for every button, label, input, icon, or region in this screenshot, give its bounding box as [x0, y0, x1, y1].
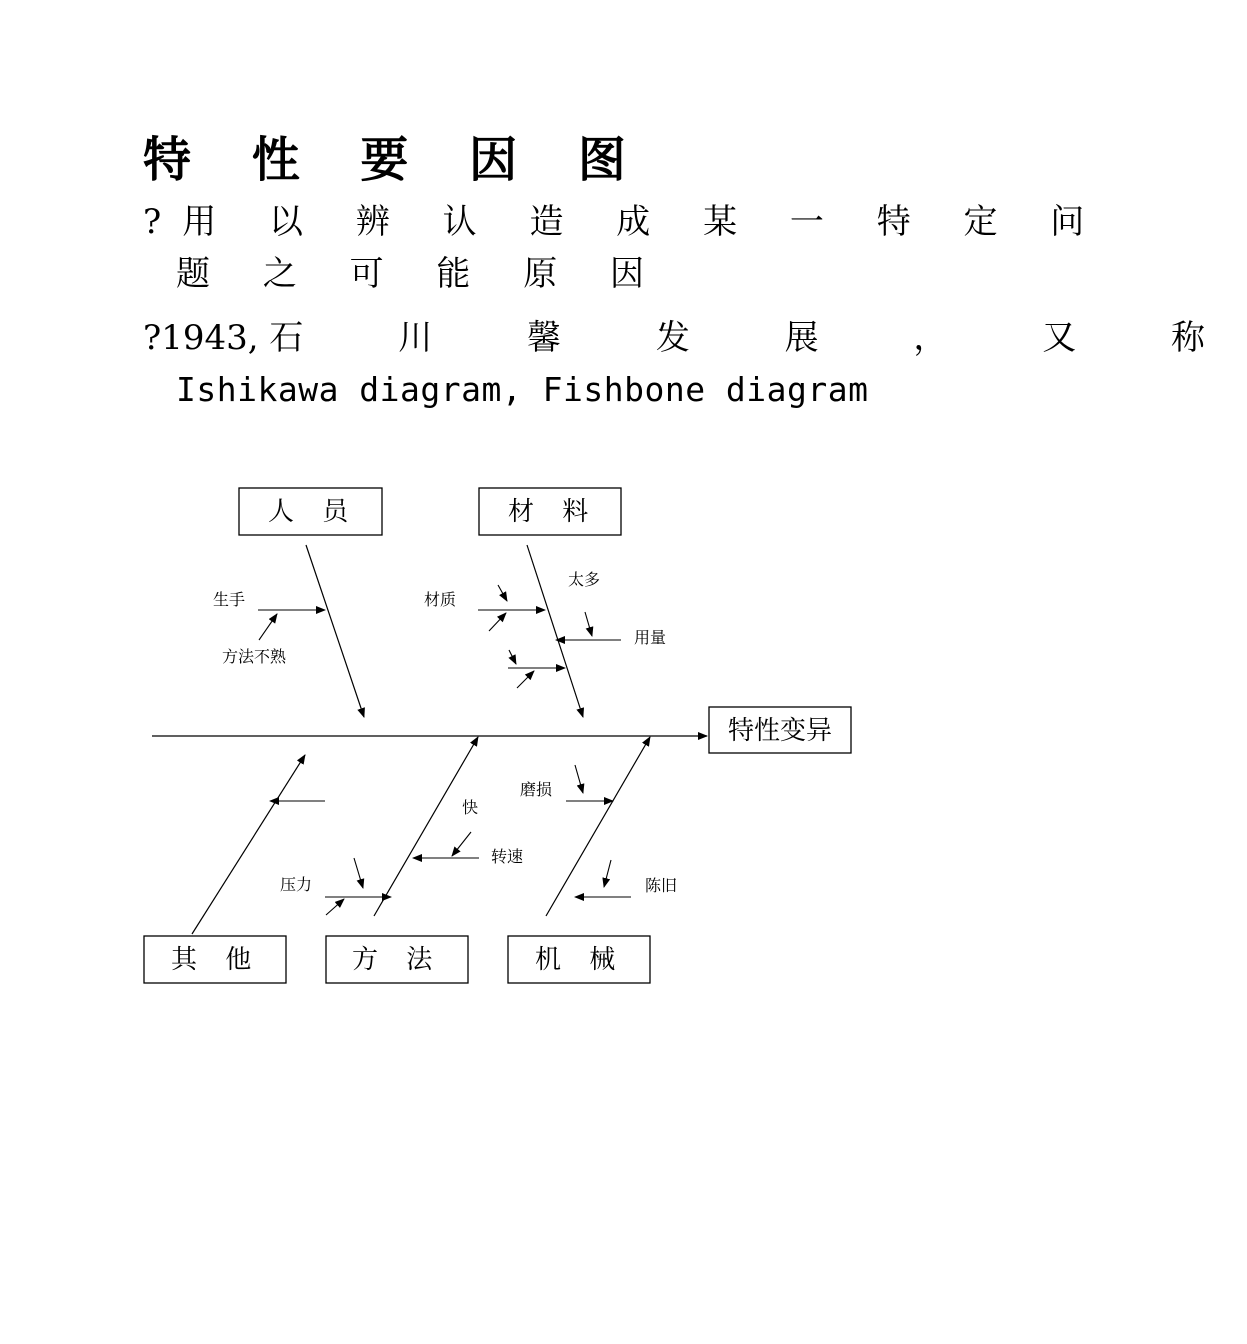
- sub-sub-bone-mosun: [575, 765, 583, 793]
- bullet-2-line-2: Ishikawa diagram, Fishbone diagram: [176, 370, 869, 409]
- bullet-1-line-1: ?用 以 辨 认 造 成 某 一 特 定 问: [143, 202, 1106, 242]
- sub-sub-bone-yali-2: [326, 899, 344, 915]
- cause-label-mosun: 磨损: [520, 780, 553, 799]
- category-label-machine: 机 械: [535, 945, 626, 975]
- cause-label-kuai: 快: [462, 798, 479, 817]
- bullet-2-chinese: 石 川 馨 发 展 ， 又 称: [269, 318, 1247, 358]
- bullet-2-prefix: ?1943,: [143, 318, 259, 358]
- sub-sub-bone-unlabeled-1: [509, 650, 516, 664]
- sub-sub-bone-chenjiu: [604, 860, 611, 887]
- bone-people: [306, 545, 364, 717]
- category-label-other: 其 他: [171, 945, 262, 975]
- page-title: 特 性 要 因 图: [143, 132, 648, 188]
- bone-other: [192, 755, 305, 934]
- cause-label-yali: 压力: [280, 875, 313, 894]
- sub-sub-bone-yali-1: [354, 858, 363, 888]
- category-label-material: 材 料: [508, 497, 599, 527]
- bullet-1-line-2: 题 之 可 能 原 因: [176, 254, 666, 294]
- sub-sub-bone-caizhi-1: [498, 585, 507, 601]
- sub-sub-bone-taiduo: [585, 612, 592, 636]
- bone-method: [374, 737, 478, 916]
- sub-sub-bone-fangfa: [259, 614, 277, 640]
- bone-machine: [546, 737, 650, 916]
- cause-label-fangfa-bushu: 方法不熟: [222, 647, 287, 666]
- cause-label-caizhi: 材质: [424, 590, 457, 609]
- cause-label-shengshou: 生手: [213, 590, 246, 609]
- cause-label-yongliang: 用量: [634, 628, 667, 647]
- category-label-people: 人 员: [268, 497, 359, 527]
- cause-label-zhuansu: 转速: [491, 847, 524, 866]
- cause-label-chenjiu: 陈旧: [645, 876, 678, 895]
- sub-sub-bone-caizhi-2: [489, 613, 506, 631]
- sub-sub-bone-unlabeled-2: [517, 671, 534, 688]
- effect-label: 特性变异: [727, 716, 833, 746]
- sub-sub-bone-kuai: [452, 832, 471, 856]
- cause-label-taiduo: 太多: [568, 570, 601, 589]
- category-label-method: 方 法: [352, 945, 443, 975]
